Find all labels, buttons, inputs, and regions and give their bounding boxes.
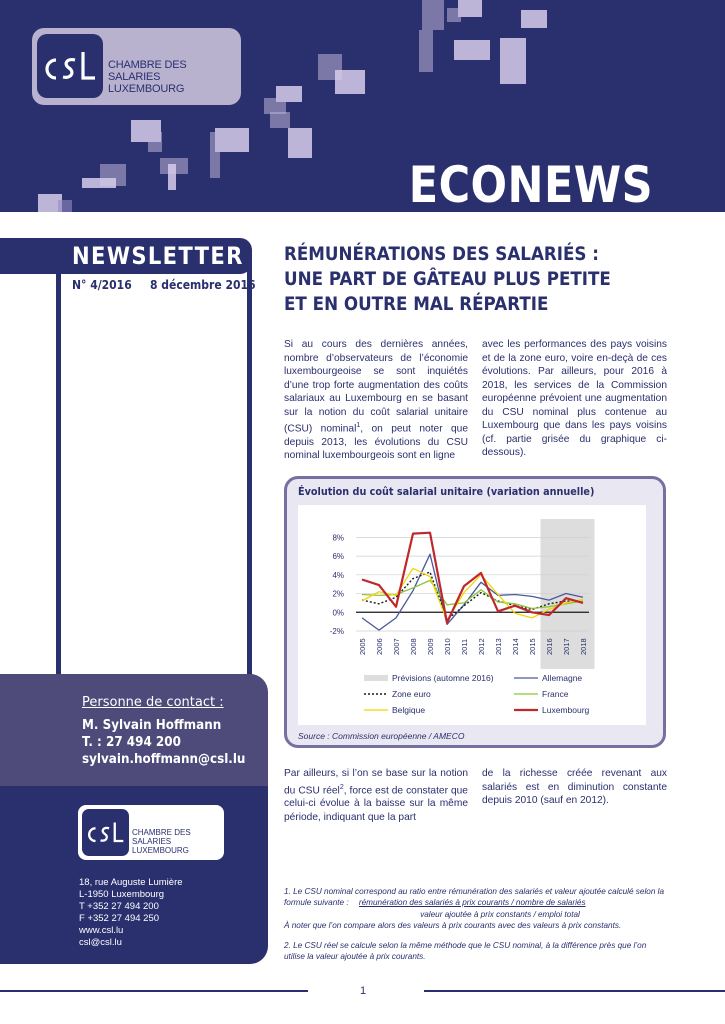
x-tick-label: 2012 [477, 638, 486, 655]
csl-monogram-icon [82, 809, 129, 856]
x-tick-label: 2007 [392, 638, 401, 655]
logo-line-1: CHAMBRE DES SALARIES [108, 59, 187, 83]
x-tick-label: 2017 [562, 638, 571, 655]
footnote-ref-1[interactable]: 1 [356, 422, 361, 429]
x-tick-label: 2018 [579, 638, 588, 655]
csl-logo[interactable] [32, 28, 241, 105]
deco-square [419, 30, 433, 72]
deco-square [500, 38, 526, 84]
x-tick-label: 2014 [511, 638, 520, 655]
deco-square [288, 128, 312, 158]
deco-square [148, 132, 162, 152]
x-tick-label: 2015 [528, 638, 537, 655]
deco-square [210, 132, 220, 178]
logo-line-2: LUXEMBOURG [108, 83, 185, 95]
bottom-rule-left [0, 990, 308, 992]
publication-title: ECONEWS [408, 156, 653, 212]
issue-number: N° 4/2016 [72, 278, 132, 292]
header-banner [0, 0, 725, 212]
intro-left-text-cont: , on peut noter que depuis 2013, les évolutions du CSU nominal luxembourgeois sont en ligne [284, 423, 468, 462]
y-tick-label: 2% [332, 589, 344, 599]
newsletter-frame [56, 262, 252, 682]
footer-logo-mark [82, 809, 129, 856]
x-tick-label: 2013 [494, 638, 503, 655]
legend-label: Zone euro [392, 689, 431, 699]
deco-square [447, 8, 461, 22]
footnote-2: 2. Le CSU réel se calcule selon la même méthode que le CSU nominal, à la différence près que l’on utilise la valeur ajoutée à prix courants. [284, 941, 647, 961]
y-tick-label: 4% [332, 570, 344, 580]
deco-square [82, 178, 116, 188]
address-phone: T +352 27 494 200 [79, 901, 159, 912]
csl-monogram-icon [37, 34, 103, 98]
address-fax: F +352 27 494 250 [79, 913, 160, 924]
contact-title: Personne de contact : [82, 695, 224, 710]
newsletter-heading: NEWSLETTER [72, 242, 244, 270]
deco-square [335, 70, 365, 94]
address-city: L-1950 Luxembourg [79, 889, 165, 900]
footer-logo-line-2: LUXEMBOURG [132, 846, 189, 855]
footnote-ref-2[interactable]: 2 [339, 783, 344, 791]
x-tick-label: 2008 [409, 638, 418, 655]
csl-logo-mark [37, 34, 103, 98]
address-website-link[interactable]: www.csl.lu [79, 925, 124, 936]
formula-denominator: valeur ajoutée à prix constants / emploi total [420, 910, 580, 919]
footer-logo-line-1: CHAMBRE DES SALARIES [132, 828, 191, 846]
x-tick-label: 2009 [426, 638, 435, 655]
legend-label: Prévisions (automne 2016) [392, 673, 494, 683]
x-tick-label: 2011 [460, 638, 469, 655]
x-tick-label: 2016 [545, 638, 554, 655]
headline-line-3: ET EN OUTRE MAL RÉPARTIE [284, 293, 549, 315]
footer-logo-text [132, 828, 224, 855]
intro-left-text: Si au cours des dernières années, nombre d’observateurs de l’économie luxembourgeoise se sont inquiétés d’une trop forte augmentation des coûts salariaux au Luxembourg en se basant sur la notion du coût salarial unitaire (CSU) nominal [284, 339, 468, 435]
intro-paragraph-left [284, 338, 468, 463]
article-headline [284, 242, 618, 317]
x-tick-label: 2005 [358, 638, 367, 655]
contact-name: M. Sylvain Hoffmann [82, 718, 222, 733]
legend-swatch-forecast [364, 675, 388, 681]
legend-label: Luxembourg [542, 705, 590, 715]
headline-line-2: UNE PART DE GÂTEAU PLUS PETITE [284, 268, 611, 290]
deco-square [58, 200, 72, 212]
address-email-link[interactable]: csl@csl.lu [79, 937, 122, 948]
y-tick-label: 8% [332, 533, 344, 543]
outro-paragraph-left [284, 767, 468, 824]
formula-numerator: rémunération des salariés à prix courants / nombre de salariés [358, 898, 586, 907]
issue-date: 8 décembre 2016 [150, 278, 256, 292]
line-chart [298, 505, 646, 725]
deco-square [270, 112, 290, 128]
legend-label: France [542, 689, 569, 699]
outro-paragraph-right: de la richesse créée revenant aux salariés est en diminution constante depuis 2010 (sauf en 2012). [482, 768, 667, 806]
outro-left-text-cont: , force est de constater que celui-ci évolue à la baisse sur la même période, indiquant que la part [284, 784, 468, 823]
legend-label: Belgique [392, 705, 426, 715]
chart-panel [298, 505, 646, 725]
footnote-1 [284, 886, 669, 908]
y-tick-label: 6% [332, 552, 344, 562]
deco-square [422, 0, 444, 30]
intro-paragraph-right: avec les performances des pays voisins et de la zone euro, voire en-deçà de ces évolutions. Par ailleurs, pour 2016 à 2018, les services de la Commission européenne prévoient une augmentation du CSU nominal plus contenue au Luxembourg que dans les pays voisins (cf. partie grisée du graphique ci-dessous). [482, 339, 667, 458]
footnote-1-note: À noter que l’on compare alors des valeurs à prix courants avec des valeurs à prix constants. [284, 921, 622, 930]
deco-square [168, 164, 176, 190]
footnote-1-text: 1. Le CSU nominal correspond au ratio entre rémunération des salariés et valeur ajoutée calculé selon la formule suivante : [284, 887, 665, 907]
x-tick-label: 2006 [375, 638, 384, 655]
y-tick-label: -2% [329, 627, 344, 636]
bottom-rule-right [424, 990, 725, 992]
logo-text [108, 59, 241, 95]
footer-csl-logo[interactable] [78, 805, 224, 860]
outro-left-text: Par ailleurs, si l’on se base sur la notion du CSU réel [284, 768, 468, 796]
deco-square [458, 0, 482, 17]
legend-label: Allemagne [542, 673, 583, 683]
x-tick-label: 2010 [443, 638, 452, 655]
chart-title: Évolution du coût salarial unitaire (variation annuelle) [298, 486, 595, 498]
headline-line-1: RÉMUNÉRATIONS DES SALARIÉS : [284, 243, 599, 265]
deco-square [521, 10, 547, 28]
page-number: 1 [360, 985, 367, 997]
contact-email-link[interactable]: sylvain.hoffmann@csl.lu [82, 752, 246, 767]
deco-square [454, 40, 490, 60]
chart-source: Source : Commission européenne / AMECO [298, 731, 465, 741]
address-street: 18, rue Auguste Lumière [79, 877, 183, 888]
y-tick-label: 0% [332, 608, 344, 618]
contact-phone: T. : 27 494 200 [82, 735, 181, 750]
deco-square [215, 128, 249, 152]
